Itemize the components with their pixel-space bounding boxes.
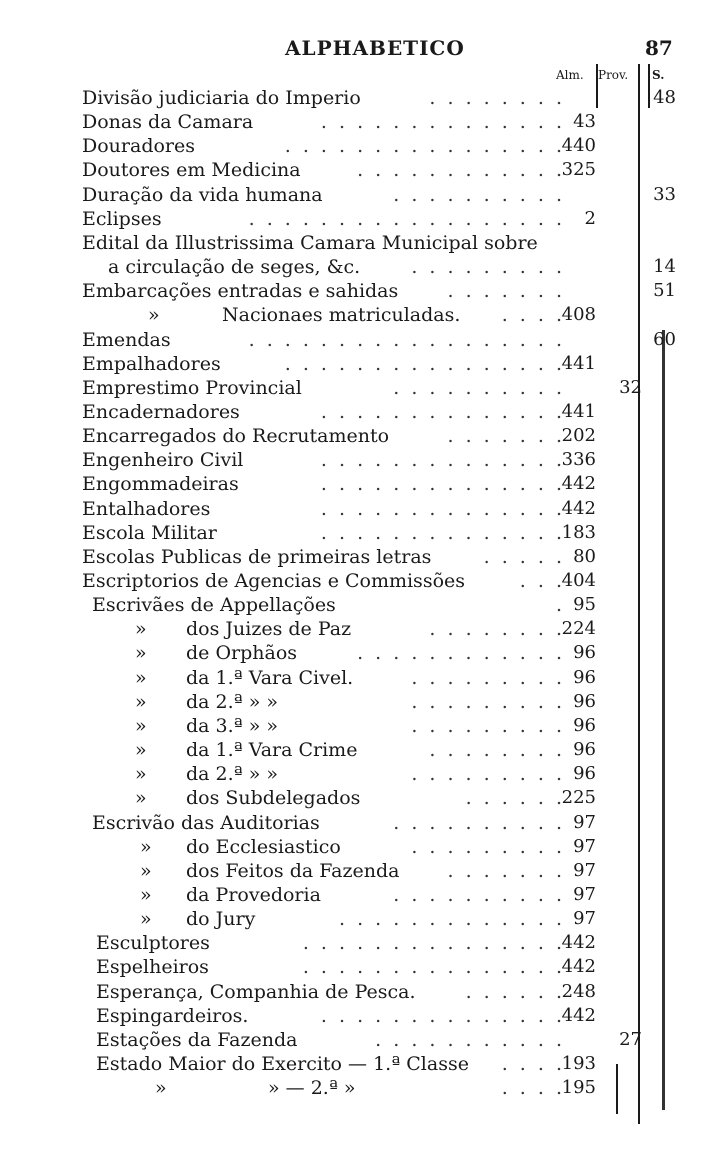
index-entry bbox=[0, 835, 715, 859]
page-ref-alm: 97 bbox=[573, 835, 596, 857]
entry-sublabel: da Provedoria bbox=[186, 883, 321, 906]
dot-leader: . . . . bbox=[501, 304, 565, 327]
page-ref-alm: 325 bbox=[561, 159, 596, 181]
ditto-mark: » bbox=[135, 714, 147, 737]
index-entry bbox=[0, 472, 715, 496]
entry-label: Esperança, Companhia de Pesca. bbox=[96, 980, 416, 1003]
index-entry bbox=[0, 303, 715, 327]
entry-label: Engenheiro Civil bbox=[82, 449, 244, 472]
page-ref-alm: 97 bbox=[573, 811, 596, 833]
entry-sublabel: Nacionaes matriculadas. bbox=[222, 304, 461, 327]
page-ref-alm: 441 bbox=[561, 352, 596, 374]
page-ref-alm: 404 bbox=[561, 570, 596, 591]
dot-leader: . . . . . . . . . . . . . . bbox=[320, 400, 565, 423]
entry-label: Encarregados do Recrutamento bbox=[82, 425, 390, 448]
dot-leader: . . . . . . . . . . . . bbox=[357, 642, 565, 665]
entry-sublabel: dos Feitos da Fazenda bbox=[186, 859, 400, 882]
dot-leader: . . . . . . . . . bbox=[411, 690, 565, 713]
entry-label: Entalhadores bbox=[82, 497, 211, 520]
dot-leader: . . . . . . . . . . . . . . . bbox=[302, 932, 565, 955]
page-ref-alm: 96 bbox=[573, 763, 596, 785]
entry-label: Escola Militar bbox=[82, 521, 217, 544]
ditto-mark: » bbox=[155, 1077, 167, 1100]
index-entry bbox=[0, 955, 715, 979]
ditto-mark: » bbox=[135, 642, 147, 665]
index-entry bbox=[0, 738, 715, 762]
dot-leader: . . . . . . . . . . . . . . bbox=[320, 111, 565, 134]
page-ref-prov: 27 bbox=[619, 1028, 642, 1050]
entry-sublabel: de Orphãos bbox=[186, 642, 298, 665]
dot-leader: . . . . . . bbox=[465, 787, 565, 810]
index-entry bbox=[0, 352, 715, 376]
ditto-mark: » bbox=[135, 666, 147, 689]
page-ref-alm: 336 bbox=[561, 449, 596, 471]
page-ref-alm: 248 bbox=[561, 980, 596, 1002]
page-ref-prov: 32 bbox=[619, 376, 642, 398]
entry-sublabel: da 1.ª Vara Crime bbox=[186, 739, 358, 762]
dot-leader: . . . . . . . . . . . . . . bbox=[320, 497, 565, 520]
page-ref-alm: 97 bbox=[573, 883, 596, 905]
dot-leader: . . . . . . . . . . bbox=[393, 183, 565, 206]
dot-leader: . . . . . . . . . . . . . . . bbox=[302, 956, 565, 979]
index-entry bbox=[0, 497, 715, 521]
dot-leader: . . . . . . . . . . . bbox=[375, 1028, 565, 1051]
dot-leader: . . . . . . bbox=[465, 980, 565, 1003]
index-entry bbox=[0, 207, 715, 231]
page-ref-alm: 202 bbox=[561, 425, 596, 447]
page-ref-alm: 95 bbox=[573, 594, 596, 616]
entry-label: Divisão judiciaria do Imperio bbox=[82, 87, 361, 109]
ditto-mark: » bbox=[140, 908, 152, 931]
page-ref-s: 51 bbox=[653, 280, 676, 302]
entry-label: Eclipses bbox=[82, 207, 162, 230]
index-entry bbox=[0, 231, 715, 255]
index-entry bbox=[0, 376, 715, 400]
dot-leader: . . . . . . . . . bbox=[411, 256, 565, 279]
ditto-mark: » bbox=[135, 690, 147, 713]
index-entry bbox=[0, 762, 715, 786]
index-entry bbox=[0, 714, 715, 738]
index-entry bbox=[0, 183, 715, 207]
entry-sublabel: dos Juizes de Paz bbox=[186, 618, 352, 641]
page-ref-alm: 442 bbox=[561, 956, 596, 978]
column-header-s: S. bbox=[652, 68, 665, 82]
index-entry bbox=[0, 86, 715, 110]
ditto-mark: » bbox=[148, 304, 160, 327]
entry-sublabel: da 1.ª Vara Civel. bbox=[186, 666, 354, 689]
index-entry bbox=[0, 811, 715, 835]
page-ref-alm: 183 bbox=[561, 521, 596, 543]
page-ref-alm: 440 bbox=[561, 135, 596, 157]
entry-label: Doutores em Medicina bbox=[82, 159, 301, 182]
column-header-prov: Prov. bbox=[598, 68, 629, 82]
index-entry bbox=[0, 400, 715, 424]
column-header-alm: Alm. bbox=[556, 68, 584, 82]
index-entry bbox=[0, 569, 715, 593]
index-entry bbox=[0, 279, 715, 303]
dot-leader: . . . . . . . . . . . . . . . . . . bbox=[248, 328, 565, 351]
dot-leader: . . . . . . . . . . bbox=[393, 883, 565, 906]
page-ref-alm: 96 bbox=[573, 690, 596, 712]
entry-sublabel: da 2.ª » » bbox=[186, 763, 279, 786]
entry-sublabel: da 3.ª » » bbox=[186, 714, 279, 737]
entry-label: Espelheiros bbox=[96, 956, 209, 979]
page-ref-alm: 442 bbox=[561, 1004, 596, 1026]
entry-label: Empalhadores bbox=[82, 352, 221, 375]
entry-label: Douradores bbox=[82, 135, 195, 158]
page-ref-s: 14 bbox=[653, 256, 676, 278]
entry-label: Escolas Publicas de primeiras letras bbox=[82, 545, 432, 568]
dot-leader: . bbox=[555, 594, 565, 617]
index-entry bbox=[0, 786, 715, 810]
index-entry bbox=[0, 641, 715, 665]
ditto-mark: » bbox=[140, 859, 152, 882]
entry-label: Esculptores bbox=[96, 932, 210, 955]
page-ref-alm: 193 bbox=[561, 1053, 596, 1074]
index-entry bbox=[0, 328, 715, 352]
dot-leader: . . . . . . . . . bbox=[411, 763, 565, 786]
entry-label: Estações da Fazenda bbox=[96, 1028, 298, 1051]
index-entry bbox=[0, 690, 715, 714]
index-entry bbox=[0, 521, 715, 545]
dot-leader: . . . . . . . . . . . . . . bbox=[320, 521, 565, 544]
index-entry bbox=[0, 980, 715, 1004]
entry-sublabel: » — 2.ª » bbox=[268, 1077, 356, 1100]
entry-label: Escrivão das Auditorias bbox=[92, 811, 320, 834]
entry-label: Engommadeiras bbox=[82, 473, 239, 496]
dot-leader: . . . . . . . bbox=[447, 425, 565, 448]
page-title: ALPHABETICO bbox=[285, 36, 465, 60]
page-ref-s: 60 bbox=[653, 328, 676, 350]
dot-leader: . . . . . . . . bbox=[429, 618, 565, 641]
entry-label: Donas da Camara bbox=[82, 111, 254, 134]
ditto-mark: » bbox=[135, 739, 147, 762]
entry-label: Espingardeiros. bbox=[96, 1004, 249, 1027]
index-entry bbox=[0, 448, 715, 472]
dot-leader: . . . . . . . . . . bbox=[393, 376, 565, 399]
entry-sublabel: do Ecclesiastico bbox=[186, 835, 341, 858]
entry-label: a circulação de seges, &c. bbox=[108, 256, 361, 279]
page-ref-alm: 96 bbox=[573, 666, 596, 688]
index-entry bbox=[0, 110, 715, 134]
index-entry bbox=[0, 883, 715, 907]
index-entry bbox=[0, 931, 715, 955]
dot-leader: . . . . . . . . . . . . . . . . bbox=[284, 135, 565, 158]
page-ref-alm: 442 bbox=[561, 473, 596, 495]
entry-label: Encadernadores bbox=[82, 400, 240, 423]
entry-label: Edital da Illustrissima Camara Municipal sobre bbox=[82, 231, 538, 254]
index-entry bbox=[0, 617, 715, 641]
entry-label: Duração da vida humana bbox=[82, 183, 323, 206]
index-entry bbox=[0, 1028, 715, 1052]
page-ref-alm: 441 bbox=[561, 400, 596, 422]
page-ref-s: 48 bbox=[653, 87, 676, 108]
ditto-mark: » bbox=[135, 787, 147, 810]
dot-leader: . . . . . . . . . . . . bbox=[357, 159, 565, 182]
dot-leader: . . . . . . . . . . . . . . . . bbox=[284, 352, 565, 375]
dot-leader: . . . . . . . . bbox=[429, 739, 565, 762]
index-entry bbox=[0, 907, 715, 931]
entry-sublabel: da 2.ª » » bbox=[186, 690, 279, 713]
page-ref-alm: 96 bbox=[573, 642, 596, 664]
page-ref-alm: 2 bbox=[584, 207, 596, 229]
index-entry bbox=[0, 1052, 715, 1076]
dot-leader: . . . . . . . . . bbox=[411, 714, 565, 737]
page-number: 87 bbox=[645, 36, 673, 60]
entry-label: Emprestimo Provincial bbox=[82, 376, 302, 399]
page-ref-alm: 96 bbox=[573, 739, 596, 761]
page-ref-alm: 96 bbox=[573, 714, 596, 736]
dot-leader: . . . . . . . bbox=[447, 859, 565, 882]
index-entry bbox=[0, 666, 715, 690]
entry-sublabel: do Jury bbox=[186, 908, 256, 931]
index-entry bbox=[0, 424, 715, 448]
page-ref-alm: 80 bbox=[573, 545, 596, 567]
index-entry bbox=[0, 859, 715, 883]
ditto-mark: » bbox=[140, 835, 152, 858]
dot-leader: . . . bbox=[519, 570, 565, 592]
page-ref-alm: 97 bbox=[573, 859, 596, 881]
ditto-mark: » bbox=[140, 883, 152, 906]
index-entry bbox=[0, 1004, 715, 1028]
dot-leader: . . . . . . . . . bbox=[411, 666, 565, 689]
page-ref-alm: 225 bbox=[561, 787, 596, 809]
index-entry bbox=[0, 1076, 715, 1100]
page-ref-alm: 97 bbox=[573, 908, 596, 930]
dot-leader: . . . . . . . . . . . . . bbox=[339, 908, 565, 931]
dot-leader: . . . . . . . bbox=[447, 280, 565, 303]
dot-leader: . . . . bbox=[501, 1053, 565, 1075]
page-ref-alm: 442 bbox=[561, 932, 596, 954]
dot-leader: . . . . . . . . . . . . . . . . . . bbox=[248, 207, 565, 230]
page-ref-alm: 442 bbox=[561, 497, 596, 519]
page-ref-alm: 43 bbox=[573, 111, 596, 133]
entry-label: Embarcações entradas e sahidas bbox=[82, 280, 399, 303]
dot-leader: . . . . . . . . . . . . . . bbox=[320, 1004, 565, 1027]
index-entry bbox=[0, 158, 715, 182]
entry-sublabel: dos Subdelegados bbox=[186, 787, 361, 810]
index-entry bbox=[0, 545, 715, 569]
dot-leader: . . . . . . . . . . . . . . bbox=[320, 473, 565, 496]
page-ref-alm: 408 bbox=[561, 304, 596, 326]
entry-label: Estado Maior do Exercito — 1.ª Classe bbox=[96, 1053, 469, 1075]
entry-label: Emendas bbox=[82, 328, 171, 351]
dot-leader: . . . . bbox=[501, 1077, 565, 1100]
dot-leader: . . . . . . . . . . . . . . bbox=[320, 449, 565, 472]
ditto-mark: » bbox=[135, 618, 147, 641]
page-ref-alm: 224 bbox=[561, 618, 596, 640]
page-ref-alm: 195 bbox=[561, 1077, 596, 1099]
entry-label: Escriptorios de Agencias e Commissões bbox=[82, 570, 465, 592]
index-entry bbox=[0, 255, 715, 279]
dot-leader: . . . . . . . . . . bbox=[393, 811, 565, 834]
dot-leader: . . . . . . . . bbox=[429, 87, 565, 109]
entry-label: Escrivães de Appellações bbox=[92, 594, 336, 617]
index-entry bbox=[0, 134, 715, 158]
ditto-mark: » bbox=[135, 763, 147, 786]
index-entry bbox=[0, 593, 715, 617]
dot-leader: . . . . . . . . . bbox=[411, 835, 565, 858]
dot-leader: . . . . . bbox=[483, 545, 565, 568]
page-ref-s: 33 bbox=[653, 183, 676, 205]
